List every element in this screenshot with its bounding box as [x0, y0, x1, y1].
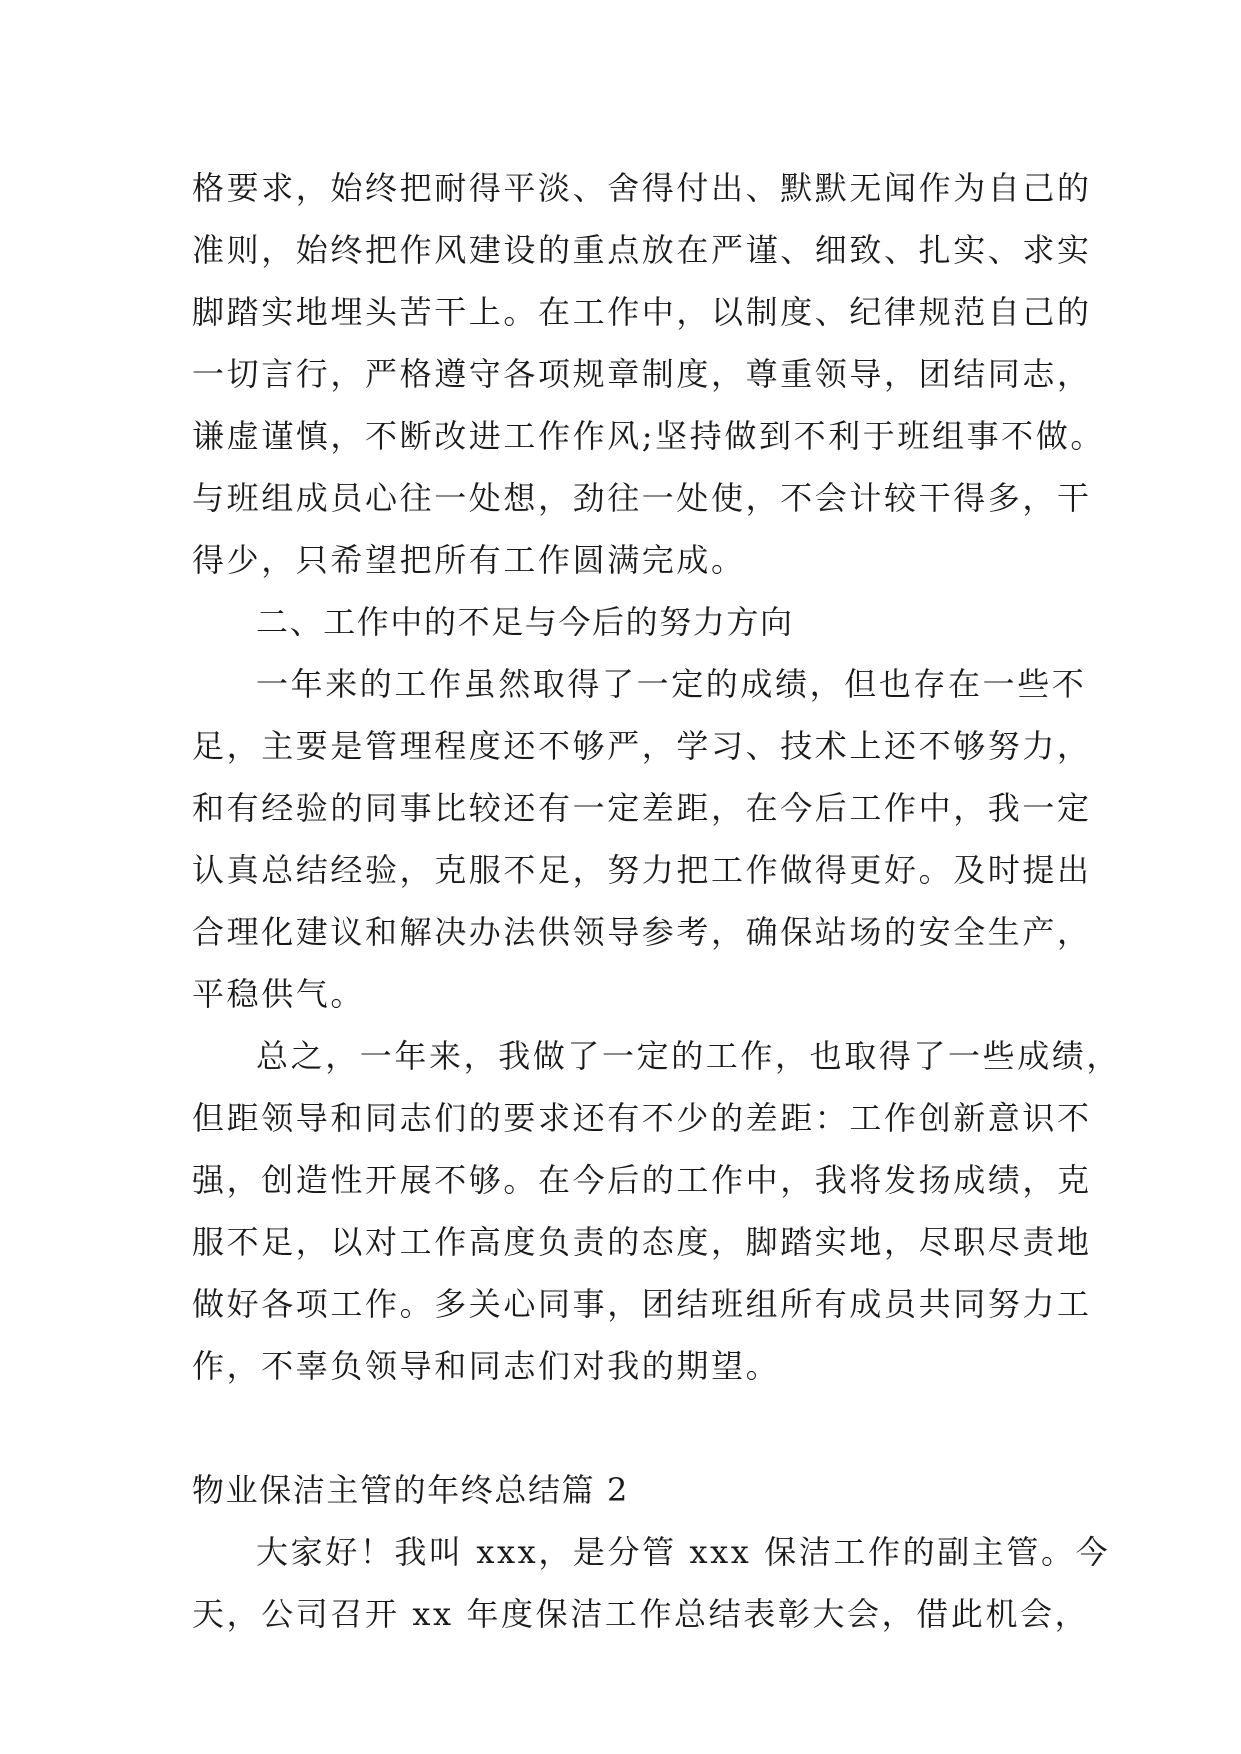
- paragraph-line: 一切言行，严格遵守各项规章制度，尊重领导，团结同志，: [192, 355, 1092, 393]
- paragraph-line: 认真总结经验，克服不足，努力把工作做得更好。及时提出: [192, 851, 1092, 889]
- paragraph-line: 格要求，始终把耐得平淡、舍得付出、默默无闻作为自己的: [192, 169, 1092, 207]
- paragraph-line: 得少，只希望把所有工作圆满完成。: [192, 541, 746, 579]
- paragraph-line: 平稳供气。: [192, 975, 366, 1013]
- paragraph-line: 大家好！我叫 xxx，是分管 xxx 保洁工作的副主管。今: [256, 1533, 1111, 1571]
- paragraph-line: 但距领导和同志们的要求还有不少的差距：工作创新意识不: [192, 1099, 1092, 1137]
- paragraph-line: 脚踏实地埋头苦干上。在工作中，以制度、纪律规范自己的: [192, 293, 1092, 331]
- paragraph-line: 与班组成员心往一处想，劲往一处使，不会计较干得多，干: [192, 479, 1092, 517]
- paragraph-line: 天，公司召开 xx 年度保洁工作总结表彰大会，借此机会，: [192, 1595, 1090, 1633]
- paragraph-line: 和有经验的同事比较还有一定差距，在今后工作中，我一定: [192, 789, 1092, 827]
- paragraph-line: 谦虚谨慎，不断改进工作作风;坚持做到不利于班组事不做。: [192, 417, 1105, 455]
- paragraph-line: 足，主要是管理程度还不够严，学习、技术上还不够努力，: [192, 727, 1092, 765]
- article-title: 物业保洁主管的年终总结篇 2: [192, 1471, 629, 1509]
- paragraph-line: 总之，一年来，我做了一定的工作，也取得了一些成绩，: [256, 1037, 1122, 1075]
- document-body: [192, 157, 1122, 1645]
- section-heading: 二、工作中的不足与今后的努力方向: [256, 603, 794, 641]
- paragraph-line: 做好各项工作。多关心同事，团结班组所有成员共同努力工: [192, 1285, 1092, 1323]
- paragraph-line: 合理化建议和解决办法供领导参考，确保站场的安全生产，: [192, 913, 1092, 951]
- paragraph-line: 一年来的工作虽然取得了一定的成绩，但也存在一些不: [256, 665, 1087, 703]
- blank-spacer: [192, 1397, 1062, 1459]
- paragraph-line: 服不足，以对工作高度负责的态度，脚踏实地，尽职尽责地: [192, 1223, 1092, 1261]
- paragraph-line: 强，创造性开展不够。在今后的工作中，我将发扬成绩，克: [192, 1161, 1092, 1199]
- paragraph-line: 准则，始终把作风建设的重点放在严谨、细致、扎实、求实: [192, 231, 1092, 269]
- paragraph-line: 作，不辜负领导和同志们对我的期望。: [192, 1347, 781, 1385]
